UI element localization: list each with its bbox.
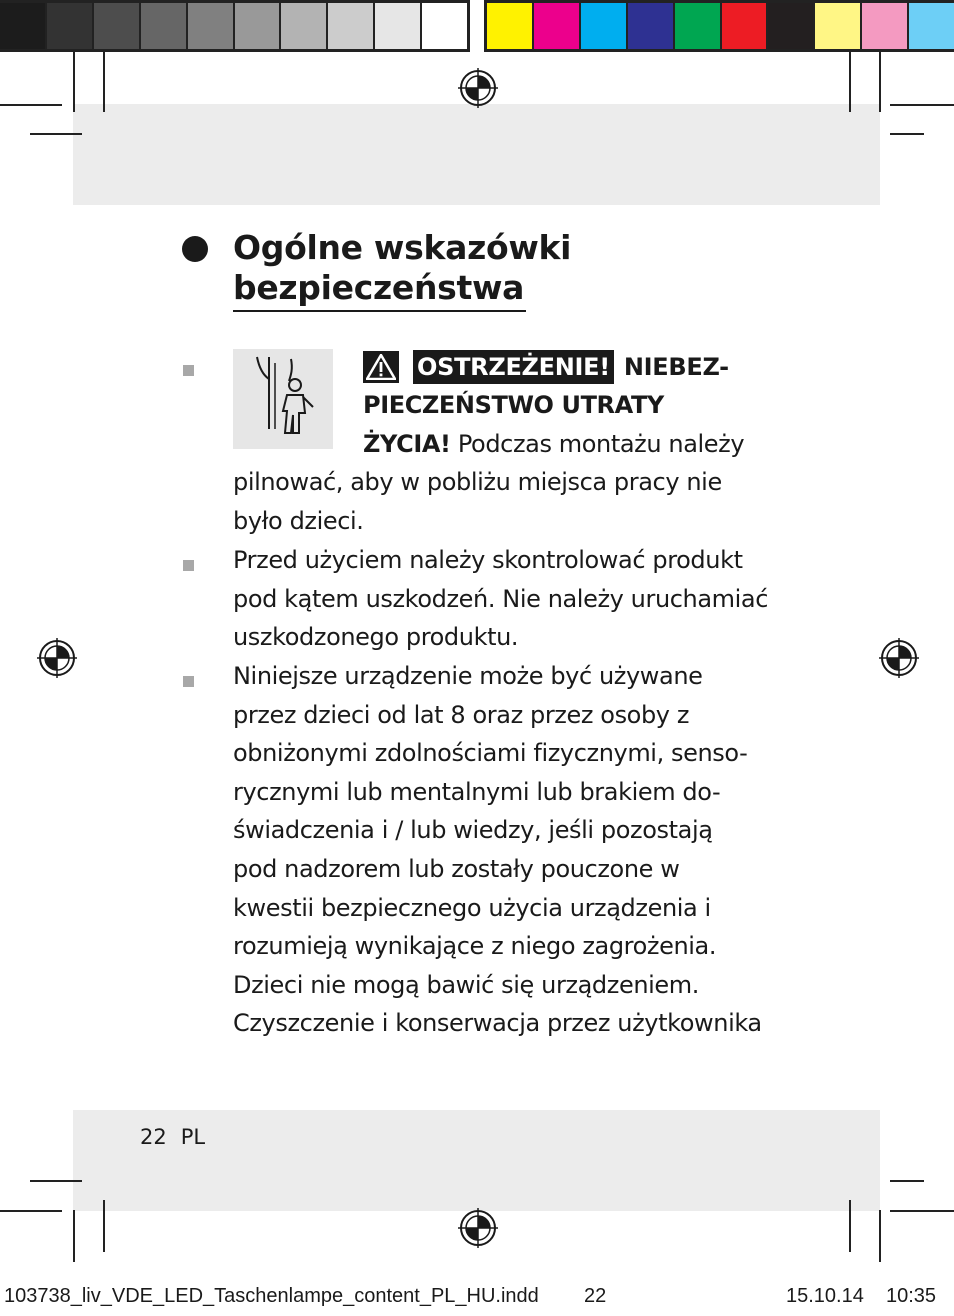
color-swatch [375,3,422,49]
registration-mark-icon [879,638,919,678]
color-swatch [487,3,534,49]
color-swatch [47,3,94,49]
warning-body-2: pilnować, aby w pobliżu miejsca pracy nie [233,468,722,497]
crop-mark [73,1210,75,1262]
warning-text [233,386,793,540]
list-item-line: obniżonymi zdolnościami fizycznymi, senso- [233,739,748,768]
section-heading [233,228,571,308]
crop-mark [879,52,881,112]
list-item-line: pod kątem uszkodzeń. Nie należy uruchamiać [233,584,769,613]
crop-mark [849,1200,851,1252]
color-swatch [768,3,815,49]
list-item-line: kwestii bezpiecznego użycia urządzenia i [233,893,711,922]
warning-body-1: Podczas montażu należy [450,429,745,458]
crop-mark [30,133,82,135]
list-item-line: świadczenia i / lub wiedzy, jeśli pozostają [233,816,713,845]
language-code: PL [180,1125,206,1149]
crop-mark [103,52,105,112]
heading-line-2: bezpieczeństwa [233,268,525,307]
color-swatch [581,3,628,49]
color-swatch [534,3,581,49]
color-swatch [141,3,188,49]
color-calibration-bar [484,0,954,52]
color-swatch [862,3,909,49]
slug-filename: 103738_liv_VDE_LED_Taschenlampe_content_PL_HU.indd [4,1285,539,1307]
grayscale-calibration-bar [0,0,470,52]
slug-time: 10:35 [886,1285,937,1307]
list-item [233,541,793,657]
registration-mark-icon [458,1208,498,1248]
heading-line-1: Ogólne wskazówki [233,228,572,267]
crop-mark [30,1180,82,1182]
list-item-line: rozumieją wynikające z niego zagrożenia. [233,932,717,961]
crop-mark [890,104,954,106]
color-swatch [909,3,954,49]
crop-mark [890,1210,954,1212]
warning-label: OSTRZEŻENIE! [413,350,614,384]
list-item-line: Niniejsze urządzenie może być używane [233,662,703,690]
page-footer [140,1125,219,1149]
list-item-line: rycznymi lub mentalnymi lub brakiem do- [233,777,721,806]
color-swatch [722,3,769,49]
crop-mark [890,1180,924,1182]
color-swatch [0,3,47,49]
warning-title-part-2: PIECZEŃSTWO UTRATY [363,391,664,419]
list-item-line: uszkodzonego produktu. [233,623,519,652]
crop-mark [0,1210,62,1212]
crop-mark [849,52,851,112]
list-bullet [183,676,194,687]
color-swatch [281,3,328,49]
list-item [233,657,793,1043]
registration-mark-icon [458,68,498,108]
color-swatch [235,3,282,49]
warning-body-3: było dzieci. [233,506,364,535]
list-bullet [183,560,194,571]
crop-mark [103,1200,105,1252]
crop-mark [0,104,62,106]
heading-bullet [182,236,208,262]
color-swatch [675,3,722,49]
warning-title-part-1: NIEBEZ- [623,353,729,381]
warning-header [363,349,729,385]
heading-underline [233,310,526,312]
slug-date: 15.10.14 [786,1285,864,1307]
list-item-line: Czyszczenie i konserwacja przez użytkownika [233,1009,762,1038]
list-item-line: Dzieci nie mogą bawić się urządzeniem. [233,970,699,999]
registration-mark-icon [37,638,77,678]
color-swatch [94,3,141,49]
color-swatch [328,3,375,49]
slug-page: 22 [584,1285,607,1307]
warning-triangle-icon [363,351,399,383]
warning-title-part-3: ŻYCIA! [363,429,451,458]
color-swatch [815,3,862,49]
list-item-line: pod nadzorem lub zostały pouczone w [233,854,680,883]
list-item-line: Przed użyciem należy skontrolować produkt [233,546,743,574]
list-item-line: przez dzieci od lat 8 oraz przez osoby z [233,700,690,729]
crop-mark [890,133,924,135]
color-swatch [628,3,675,49]
color-swatch [422,3,467,49]
list-bullet [183,365,194,376]
crop-mark [879,1210,881,1262]
top-margin-band [73,104,880,205]
page-number: 22 [140,1125,167,1149]
color-swatch [188,3,235,49]
crop-mark [73,52,75,112]
